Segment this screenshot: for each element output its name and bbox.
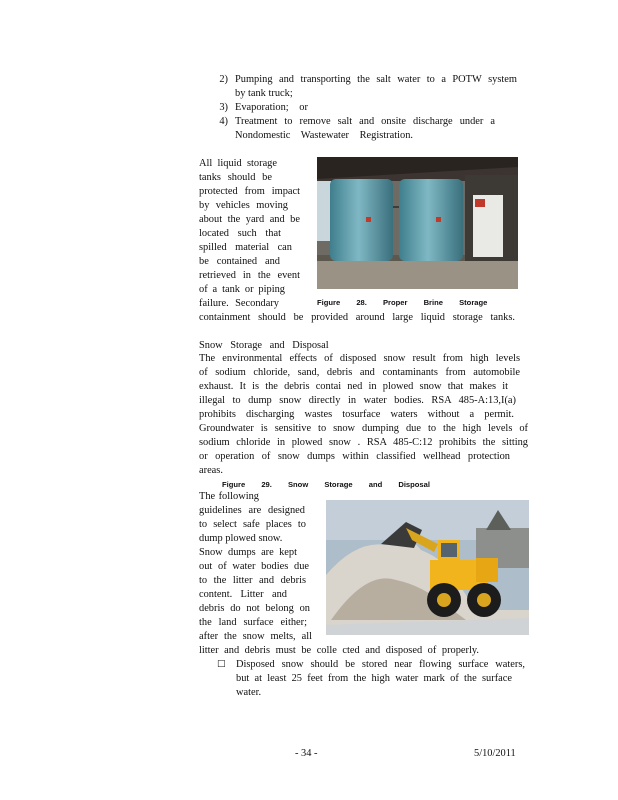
footer-date: 5/10/2011 [474,748,516,759]
paragraph-line: areas. [199,465,223,476]
list-number: 3) [219,102,228,113]
paragraph-line: by vehicles moving [199,200,288,211]
paragraph-line: prohibits discharging wastes tosurface waters without a permit. [199,409,514,420]
paragraph-line: after the snow melts, all [199,631,312,642]
paragraph-line: protected from impact [199,186,300,197]
paragraph-line: dump plowed snow. [199,533,283,544]
paragraph-line: All liquid storage [199,158,277,169]
paragraph-line: content. Litter and [199,589,287,600]
paragraph-line: tanks should be [199,172,272,183]
figure-caption-text: Figure 29. Snow Storage and Disposal [222,480,430,489]
paragraph-line: to the litter and debris [199,575,306,586]
bullet-line: but at least 25 feet from the high water mark of the surface [236,673,512,684]
paragraph-line: The following [199,491,259,502]
paragraph-line: retrieved in the event [199,270,300,281]
snow-dump-photo [326,500,529,635]
paragraph-line: containment should be provided around large liquid storage tanks. [199,312,515,323]
list-number: 4) [219,116,228,127]
paragraph-line: or operation of snow dumps within classified wellhead protection [199,451,510,462]
paragraph-line: spilled material can [199,242,292,253]
list-item-line: Pumping and transporting the salt water to a POTW system [235,74,517,85]
figure-29-caption [222,480,430,490]
paragraph-line: exhaust. It is the debris contai ned in plowed snow that makes it [199,381,508,392]
paragraph-line: sodium chloride in plowed snow . RSA 485-C:12 prohibits the sitting [199,437,528,448]
list-item-line: by tank truck; [235,88,293,99]
snow-dump-image [326,500,529,635]
section-heading: Snow Storage and Disposal [199,340,329,351]
paragraph-line: The environmental effects of disposed snow result from high levels [199,353,520,364]
page-number: - 34 - [295,748,318,759]
bullet-checkbox-icon: □ [217,659,226,669]
bullet-line: Disposed snow should be stored near flowing surface waters, [236,659,525,670]
paragraph-line: of a tank or piping [199,284,285,295]
list-item-line: Treatment to remove salt and onsite discharge under a [235,116,495,127]
paragraph-line: out of water bodies due [199,561,309,572]
paragraph-line: located such that [199,228,281,239]
paragraph-line: Snow dumps are kept [199,547,297,558]
brine-storage-image [317,157,518,289]
paragraph-line: the land surface either; [199,617,307,628]
paragraph-line: of sodium chloride, sand, debris and contaminants from automobile [199,367,520,378]
list-item-line: Evaporation; or [235,102,308,113]
paragraph-line: to select safe places to [199,519,306,530]
paragraph-line: Groundwater is sensitive to snow dumping due to the high levels of [199,423,528,434]
paragraph-line: illegal to dump snow directly in water bodies. RSA 485-A:13,I(a) [199,395,516,406]
paragraph-line: litter and debris must be colle cted and disposed of properly. [199,645,479,656]
figure-28-caption [317,298,487,308]
brine-storage-photo [317,157,518,289]
paragraph-line: guidelines are designed [199,505,305,516]
paragraph-line: about the yard and be [199,214,300,225]
bullet-line: water. [236,687,262,698]
list-number: 2) [219,74,228,85]
paragraph-line: failure. Secondary [199,298,279,309]
paragraph-line: be contained and [199,256,280,267]
figure-caption-text: Figure 28. Proper Brine Storage [317,298,488,307]
paragraph-line: debris do not belong on [199,603,310,614]
list-item-line: Nondomestic Wastewater Registration. [235,130,413,141]
